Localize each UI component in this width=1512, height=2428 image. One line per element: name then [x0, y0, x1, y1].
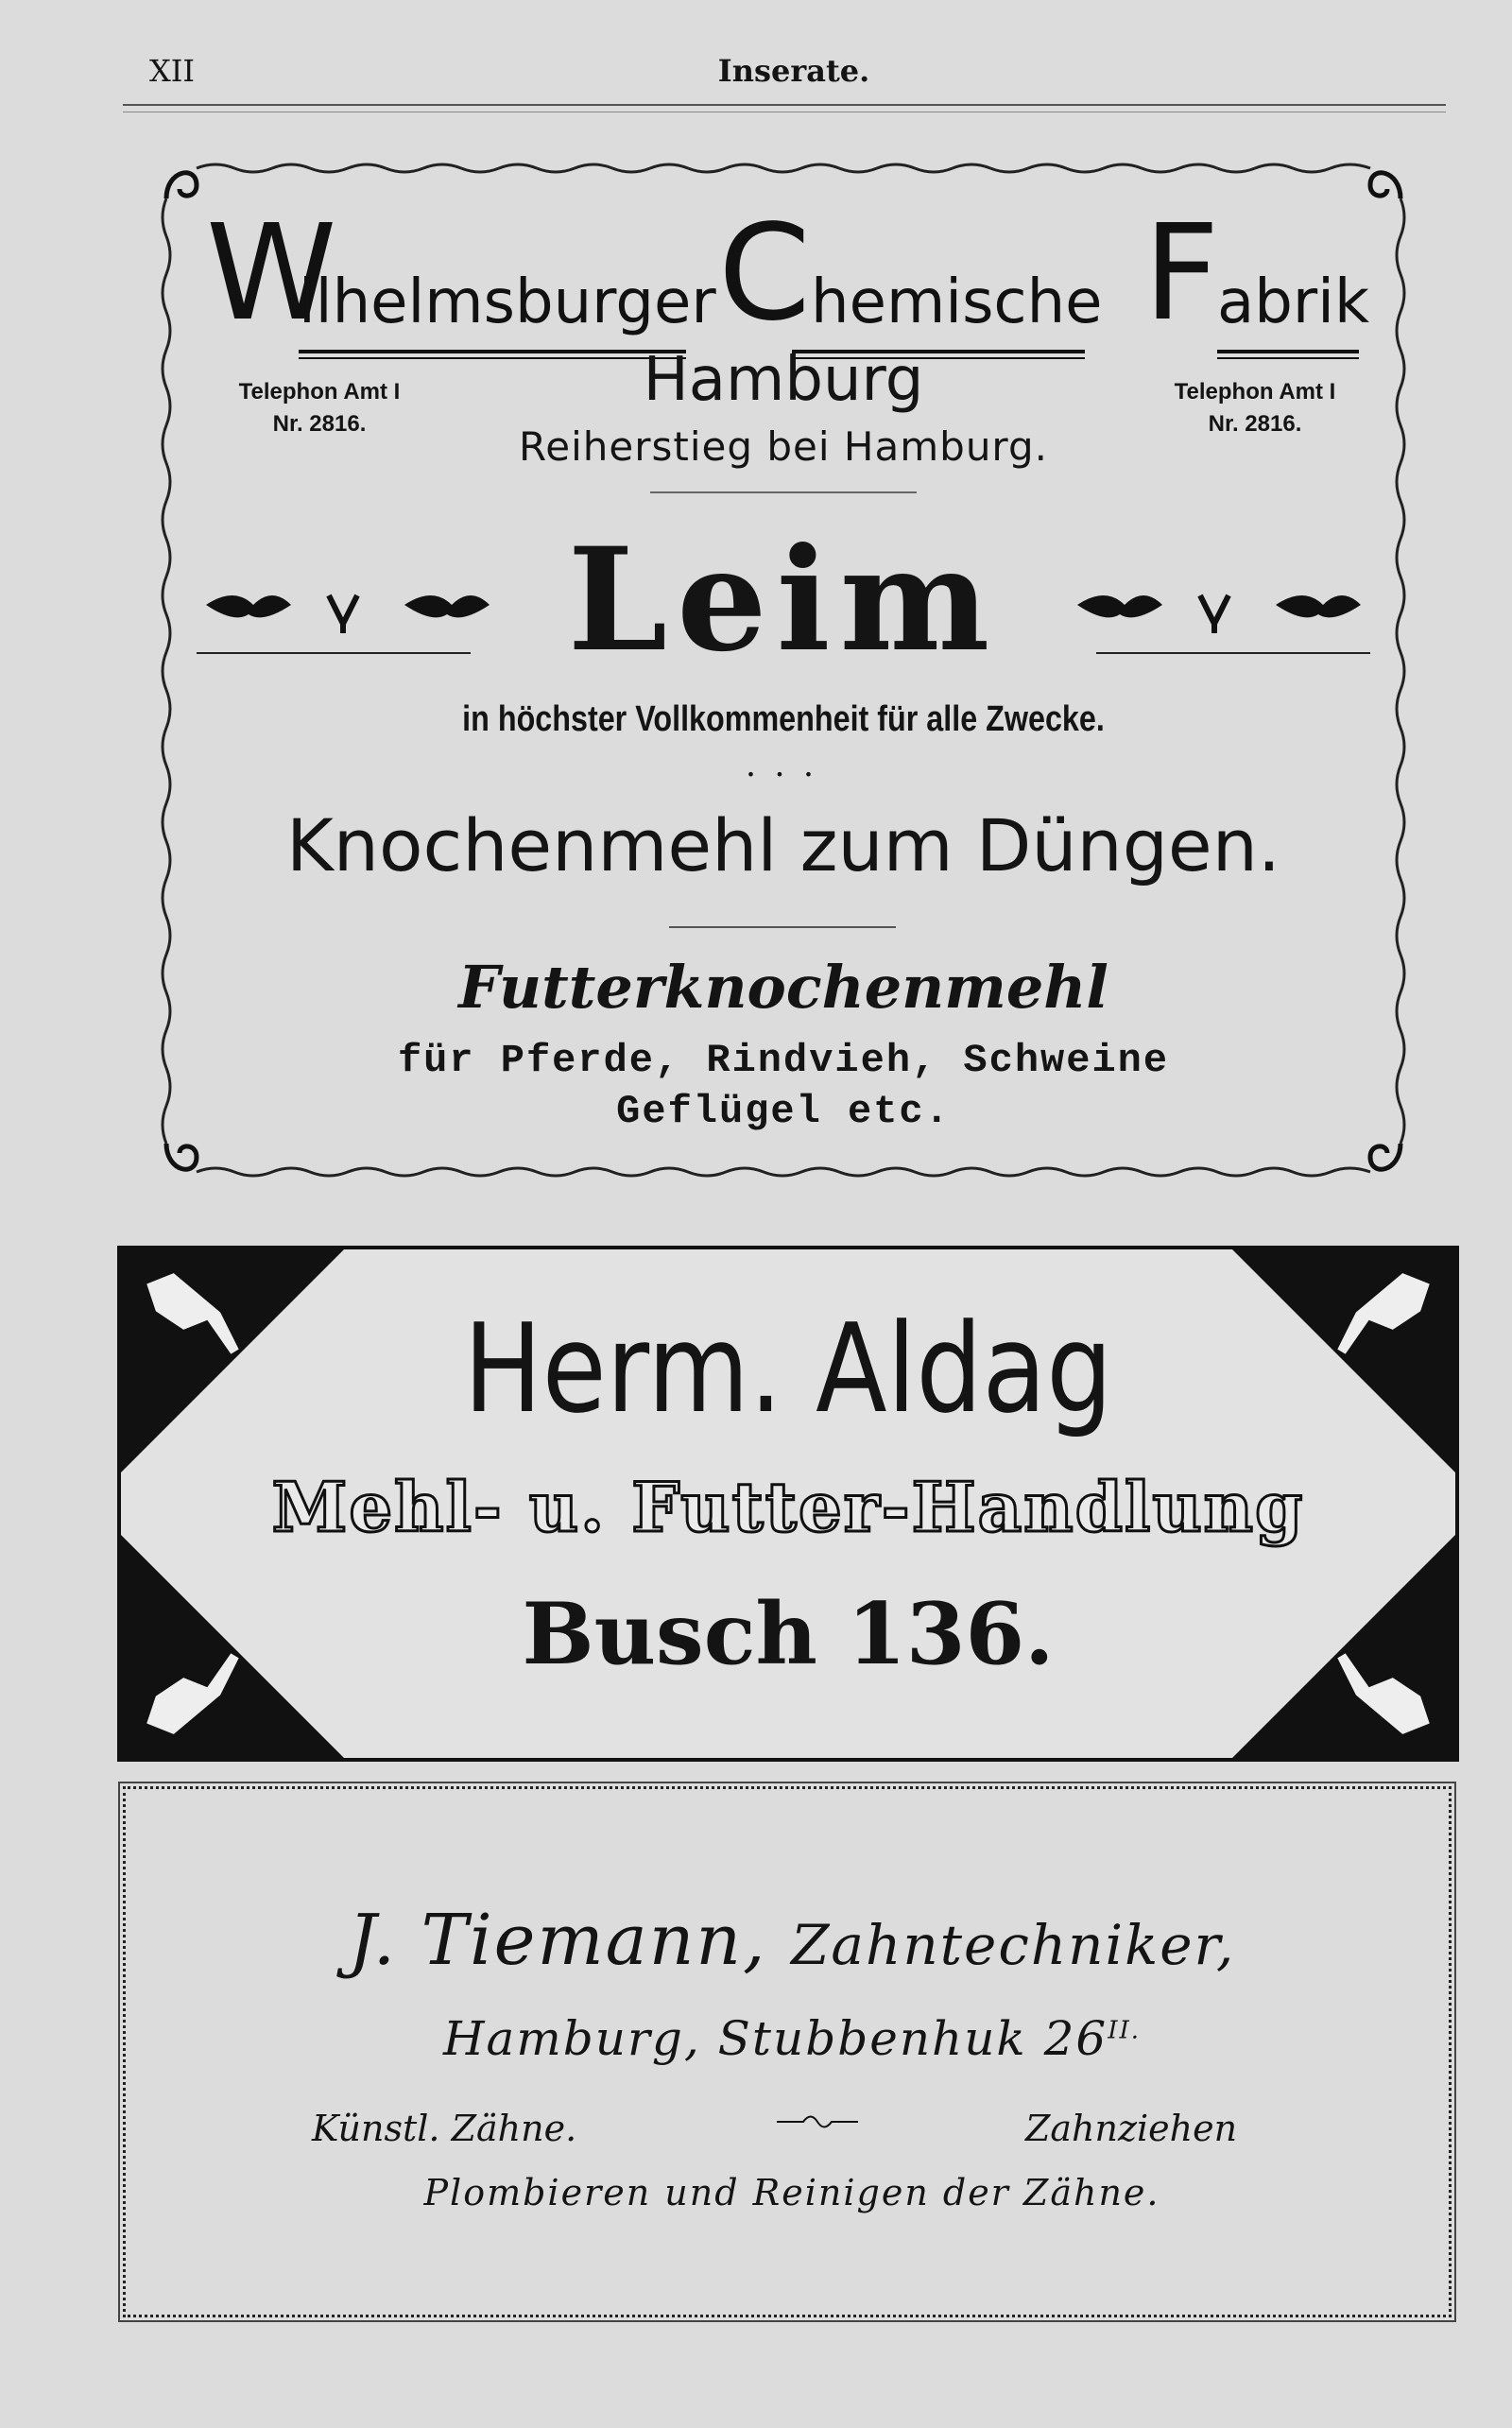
ad2-name: Herm. Aldag [463, 1297, 1113, 1440]
phone-right-line2: Nr. 2816. [1208, 411, 1302, 437]
ad3-title [123, 1900, 1461, 1981]
ad3-service-right: Zahnziehen [1025, 2108, 1238, 2149]
ad2-address: Busch 136. [522, 1584, 1055, 1684]
phone-left-line1: Telephon Amt I [238, 379, 401, 405]
header-rule [123, 104, 1446, 106]
phone-right-line1: Telephon Amt I [1174, 379, 1336, 405]
firm-word-chemische: hemische [811, 267, 1103, 337]
animals-line-1: für Pferde, Rindvieh, Schweine [397, 1038, 1170, 1083]
section-title: Inserate. [717, 53, 870, 89]
ad3-address-line [123, 2011, 1461, 2066]
product-knochenmehl: Knochenmehl zum Düngen. [285, 803, 1281, 887]
firm-word-wilhelmsburger: ilhelmsburger [299, 267, 716, 337]
dot-separator-1: • • • [746, 766, 821, 784]
ad2-business: Mehl- u. Futter-Handlung [271, 1467, 1305, 1547]
small-ornament-rule [650, 491, 917, 493]
page-number: XII [149, 53, 196, 89]
district: Reiherstieg bei Hamburg. [519, 423, 1048, 470]
ad-chemische-fabrik [159, 161, 1408, 1181]
product-sub: in höchster Vollkommenheit für alle Zwecke. [462, 699, 1105, 739]
ad3-profession: Zahntechniker, [791, 1913, 1236, 1977]
product-main: Leim [567, 517, 1000, 683]
animals-line-2: Geflügel etc. [616, 1089, 951, 1134]
phone-left-line2: Nr. 2816. [272, 411, 367, 437]
ad-herm-aldag [117, 1246, 1459, 1762]
ad-tiemann [123, 1786, 1461, 2327]
firm-word-fabrik: abrik [1217, 267, 1369, 337]
running-head [142, 49, 1446, 96]
ad3-address: Hamburg, Stubbenhuk 26 [442, 2011, 1108, 2066]
small-flourish-icon [775, 2108, 860, 2136]
product-futterknochenmehl: Futterknochenmehl [458, 953, 1108, 1022]
firm-initial-c: C [718, 197, 811, 351]
ad3-name: J. Tiemann, [348, 1900, 767, 1981]
ad3-address-floor: II. [1108, 2016, 1142, 2045]
ad3-service-bottom: Plombieren und Reinigen der Zähne. [423, 2172, 1160, 2213]
ad3-service-left: Künstl. Zähne. [312, 2108, 577, 2149]
firm-initial-f: F [1143, 197, 1220, 351]
firm-name [178, 198, 1389, 350]
firm-initial-w: W [206, 197, 337, 351]
separator-rule [669, 926, 896, 928]
city: Hamburg [643, 345, 924, 415]
